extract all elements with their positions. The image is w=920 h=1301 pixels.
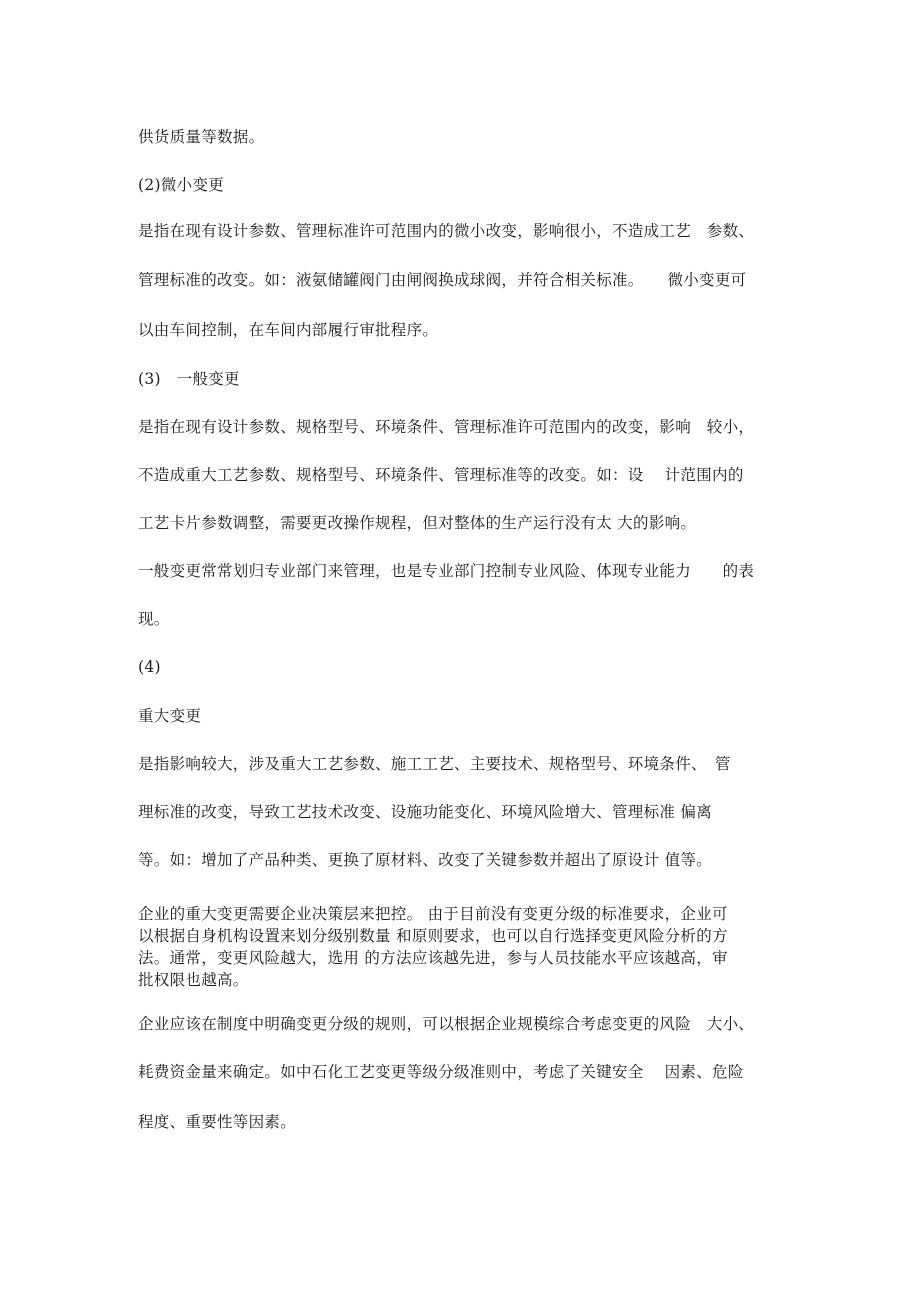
text-line: 工艺卡片参数调整，需要更改操作规程，但对整体的生产运行没有太 大的影响。 — [138, 514, 697, 532]
text-line: 以由车间控制，在车间内部履行审批程序。 — [138, 321, 439, 339]
section-heading: (4) — [138, 658, 161, 676]
text-line: 供货质量等数据。 — [138, 128, 265, 146]
text-line: 是指影响较大，涉及重大工艺参数、施工工艺、主要技术、规格型号、环境条件、 管 — [138, 755, 731, 773]
text-line: 理标准的改变，导致工艺技术改变、设施功能变化、环境风险增大、管理标准 偏离 — [138, 803, 713, 821]
text-line: 不造成重大工艺参数、规格型号、环境条件、管理标准等的改变。如：设 计范围内的 — [138, 466, 744, 484]
text-line: 一般变更常常划归专业部门来管理，也是专业部门控制专业风险、体现专业能力 的表 — [138, 562, 755, 580]
section-heading: (3) 一般变更 — [138, 370, 240, 388]
text-line: 等。如：增加了产品种类、更换了原材料、改变了关键参数并超出了原设计 值等。 — [138, 851, 713, 869]
text-line: 是指在现有设计参数、规格型号、环境条件、管理标准许可范围内的改变，影响 较小， — [138, 418, 755, 436]
section-heading: 重大变更 — [138, 707, 202, 725]
text-line: 企业的重大变更需要企业决策层来把控。 由于目前没有变更分级的标准要求，企业可 — [138, 905, 728, 923]
section-heading: (2)微小变更 — [138, 176, 225, 194]
text-line: 现。 — [138, 610, 170, 628]
text-line: 管理标准的改变。如：液氨储罐阀门由闸阀换成球阀，并符合相关标准。 微小变更可 — [138, 271, 747, 289]
text-line: 批权限也越高。 — [138, 971, 249, 989]
text-line: 以根据自身机构设置来划分级别数量 和原则要求，也可以自行选择变更风险分析的方 — [138, 927, 728, 945]
text-line: 程度、重要性等因素。 — [138, 1113, 297, 1131]
text-line: 是指在现有设计参数、管理标准许可范围内的微小改变，影响很小，不造成工艺 参数、 — [138, 222, 755, 240]
text-line: 企业应该在制度中明确变更分级的规则，可以根据企业规模综合考虑变更的风险 大小、 — [138, 1015, 755, 1033]
text-line: 耗费资金量来确定。如中石化工艺变更等级分级准则中，考虑了关键安全 因素、危险 — [138, 1063, 744, 1081]
text-line: 法。通常，变更风险越大，选用 的方法应该越先进，参与人员技能水平应该越高，审 — [138, 949, 728, 967]
